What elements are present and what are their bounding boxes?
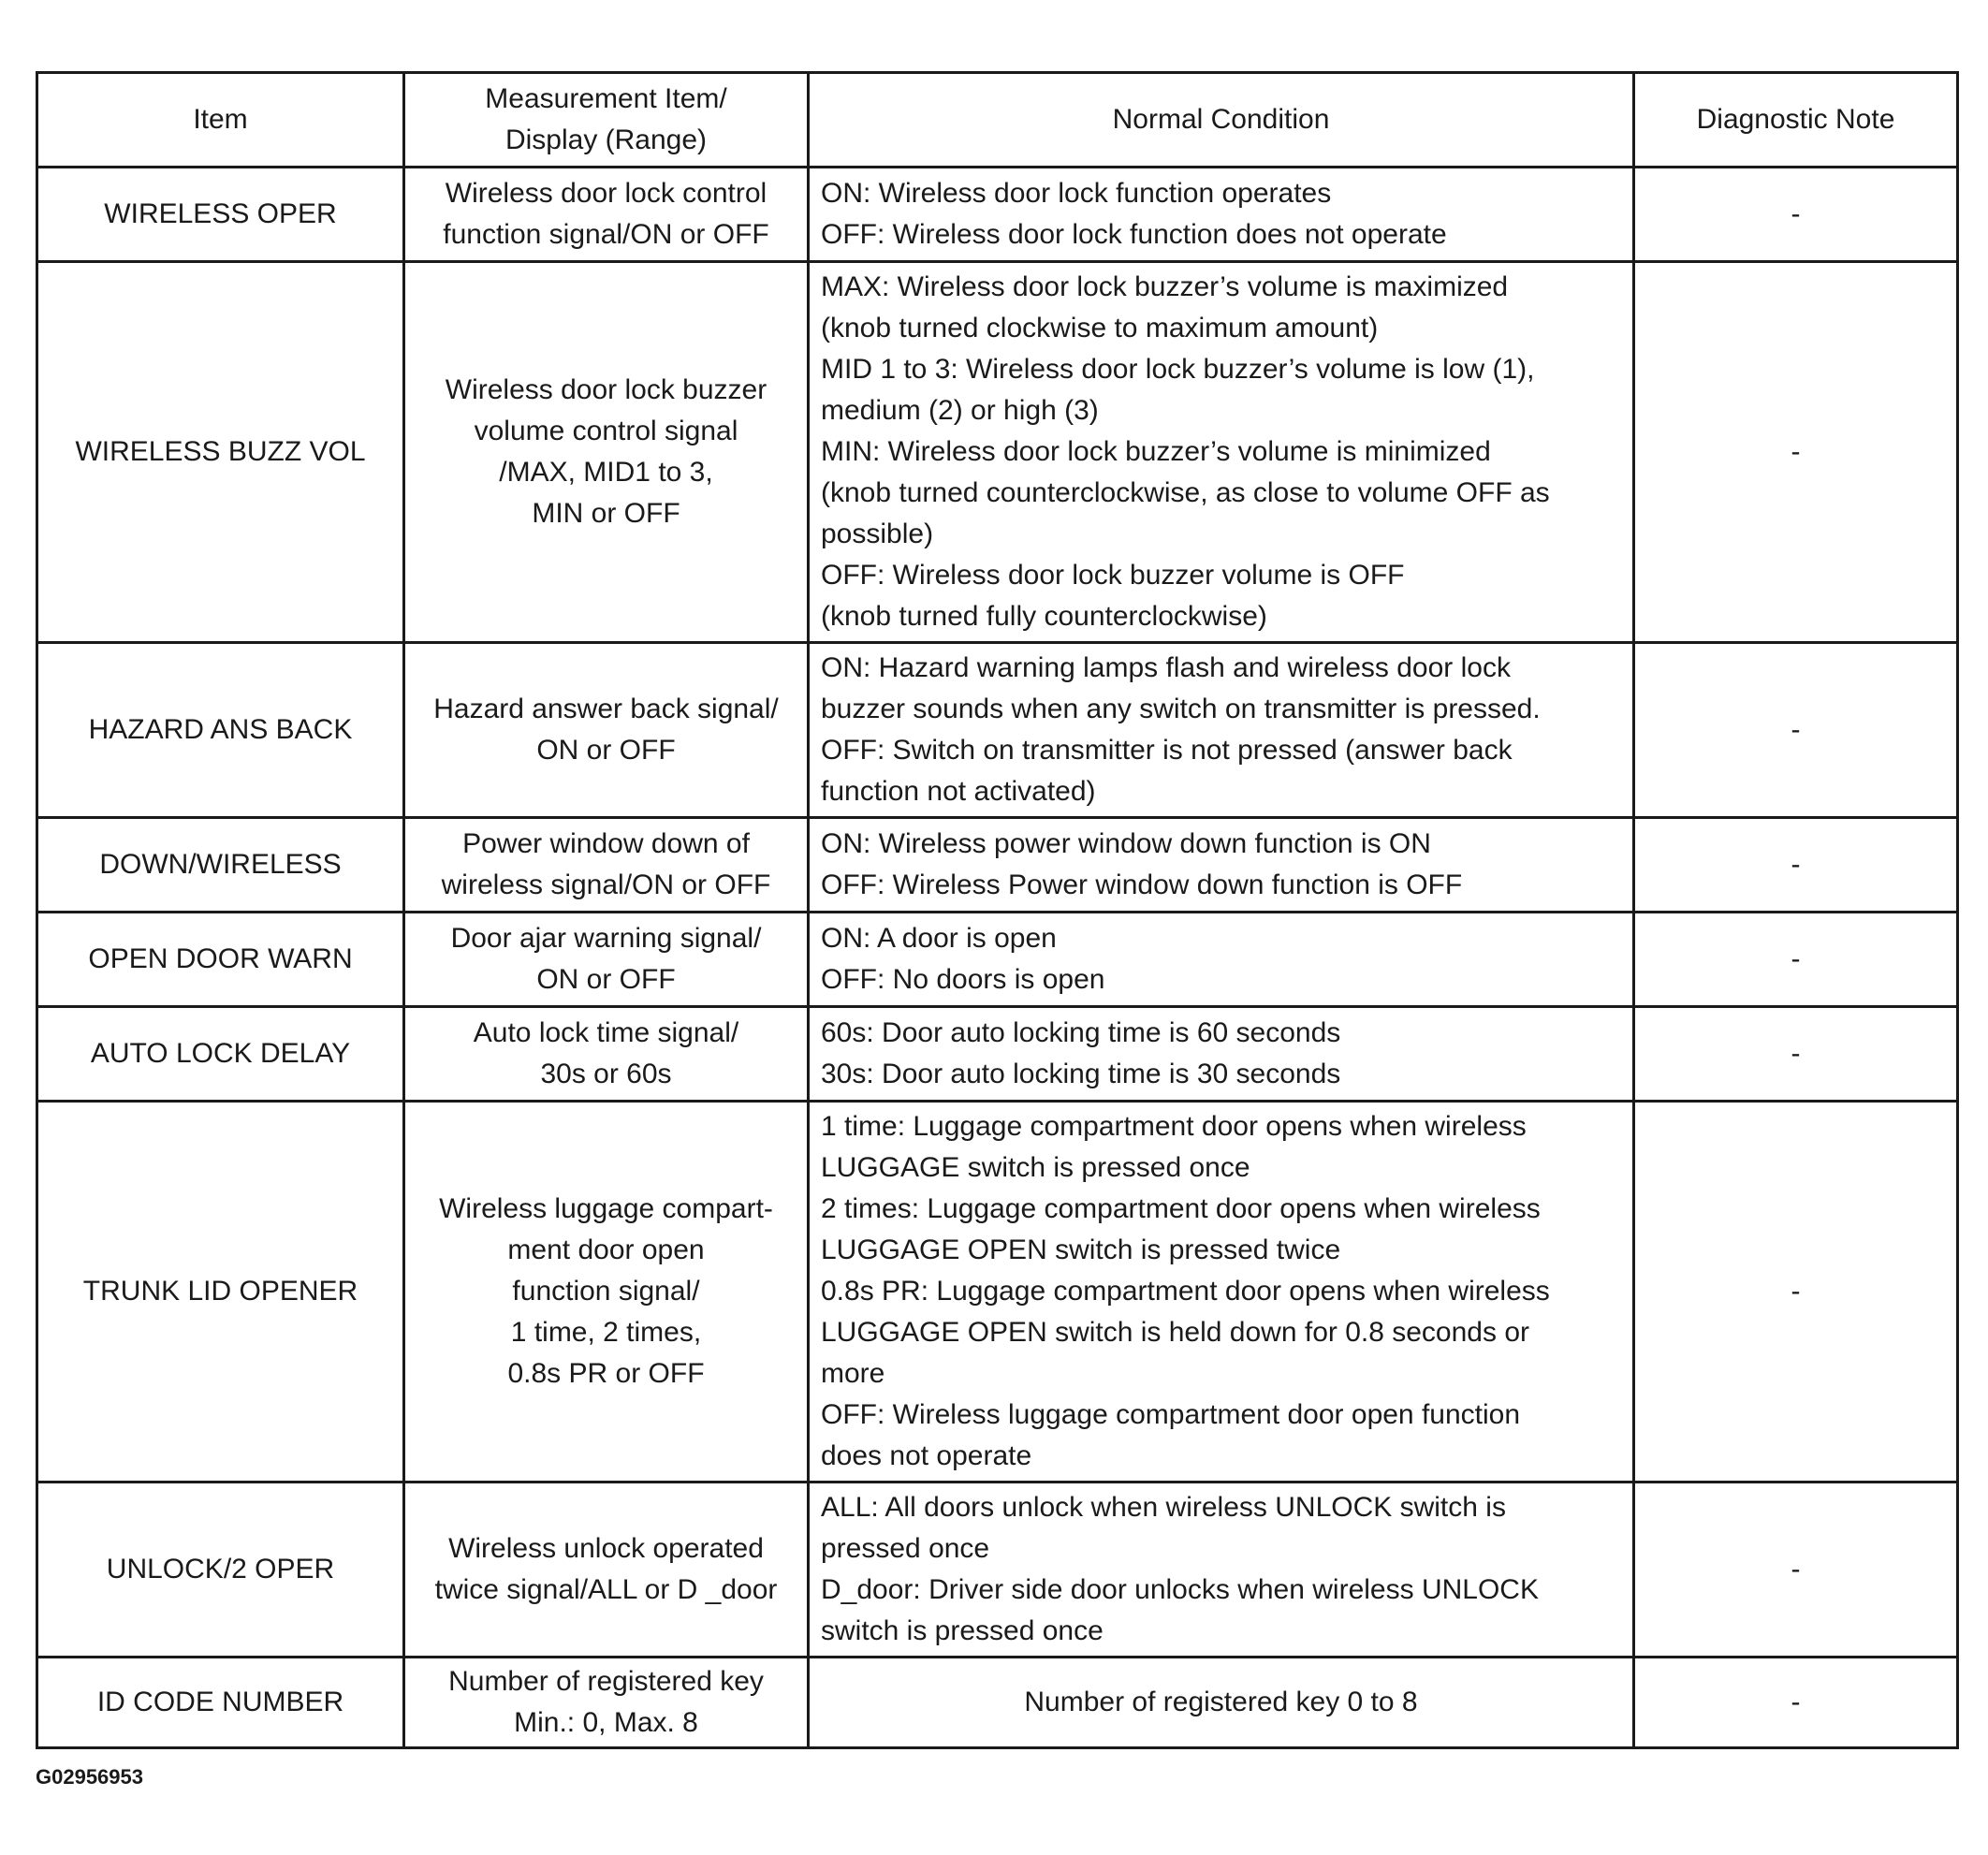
condition-line: OFF: Switch on transmitter is not pressed (answer back: [821, 735, 1513, 766]
measurement-line: wireless signal/ON or OFF: [441, 869, 771, 900]
condition-cell: [809, 818, 1634, 913]
item-cell: DOWN/WIRELESS: [37, 818, 404, 913]
header-diagnostic-note: Diagnostic Note: [1634, 73, 1958, 168]
condition-line: (knob turned fully counterclockwise): [821, 601, 1267, 632]
condition-line: MID 1 to 3: Wireless door lock buzzer’s volume is low (1),: [821, 354, 1535, 385]
condition-line: 1 time: Luggage compartment door opens when wireless: [821, 1111, 1527, 1142]
spec-sheet: [36, 71, 1956, 1749]
measurement-line: Hazard answer back signal/: [433, 694, 779, 724]
table-row: [37, 1007, 1958, 1102]
measurement-line: Door ajar warning signal/: [450, 923, 762, 954]
condition-cell: [809, 1007, 1634, 1102]
note-cell: -: [1634, 1658, 1958, 1748]
item-cell: OPEN DOOR WARN: [37, 913, 404, 1007]
measurement-cell: [404, 913, 809, 1007]
condition-line: ON: Wireless door lock function operates: [821, 178, 1332, 209]
condition-line: OFF: Wireless door lock function does not operate: [821, 219, 1447, 250]
condition-line: buzzer sounds when any switch on transmitter is pressed.: [821, 694, 1541, 724]
measurement-line: ON or OFF: [536, 735, 676, 766]
condition-line: (knob turned clockwise to maximum amount): [821, 313, 1379, 343]
note-cell: -: [1634, 168, 1958, 262]
measurement-cell: [404, 1007, 809, 1102]
condition-line: Number of registered key 0 to 8: [1024, 1687, 1418, 1717]
measurement-line: Wireless luggage compart-: [439, 1193, 773, 1224]
measurement-cell: [404, 262, 809, 643]
condition-line: D_door: Driver side door unlocks when wireless UNLOCK: [821, 1574, 1539, 1605]
measurement-line: Wireless door lock buzzer: [445, 374, 767, 405]
note-cell: -: [1634, 1483, 1958, 1658]
condition-cell: [809, 913, 1634, 1007]
measurement-line: 1 time, 2 times,: [510, 1317, 702, 1348]
measurement-cell: [404, 643, 809, 818]
header-item: Item: [37, 73, 404, 168]
condition-line: possible): [821, 519, 934, 549]
item-cell: TRUNK LID OPENER: [37, 1102, 404, 1483]
condition-cell: [809, 1658, 1634, 1748]
condition-line: MIN: Wireless door lock buzzer’s volume is minimized: [821, 436, 1491, 467]
item-cell: WIRELESS OPER: [37, 168, 404, 262]
measurement-line: Wireless door lock control: [445, 178, 767, 209]
condition-line: 0.8s PR: Luggage compartment door opens when wireless: [821, 1276, 1550, 1307]
figure-id: G02956953: [36, 1765, 143, 1789]
note-cell: -: [1634, 1102, 1958, 1483]
condition-line: switch is pressed once: [821, 1615, 1104, 1646]
measurement-line: MIN or OFF: [532, 498, 680, 529]
condition-line: ALL: All doors unlock when wireless UNLOCK switch is: [821, 1492, 1506, 1523]
measurement-cell: [404, 818, 809, 913]
condition-line: more: [821, 1358, 885, 1389]
condition-line: 30s: Door auto locking time is 30 seconds: [821, 1059, 1341, 1089]
condition-line: MAX: Wireless door lock buzzer’s volume is maximized: [821, 271, 1509, 302]
measurement-line: Power window down of: [462, 828, 750, 859]
note-cell: -: [1634, 818, 1958, 913]
measurement-line: Min.: 0, Max. 8: [514, 1707, 698, 1738]
data-monitor-table: [36, 71, 1959, 1749]
condition-line: ON: A door is open: [821, 923, 1057, 954]
measurement-line: ment door open: [507, 1234, 705, 1265]
condition-line: OFF: Wireless luggage compartment door open function: [821, 1399, 1521, 1430]
note-cell: -: [1634, 262, 1958, 643]
measurement-line: 0.8s PR or OFF: [507, 1358, 705, 1389]
condition-line: function not activated): [821, 776, 1096, 807]
item-cell: UNLOCK/2 OPER: [37, 1483, 404, 1658]
header-measurement: [404, 73, 809, 168]
table-row: [37, 643, 1958, 818]
measurement-line: Wireless unlock operated: [448, 1533, 764, 1564]
condition-line: LUGGAGE OPEN switch is pressed twice: [821, 1234, 1341, 1265]
item-cell: HAZARD ANS BACK: [37, 643, 404, 818]
condition-cell: [809, 262, 1634, 643]
table-row: [37, 168, 1958, 262]
condition-line: 60s: Door auto locking time is 60 seconds: [821, 1017, 1341, 1048]
table-row: [37, 1102, 1958, 1483]
condition-line: (knob turned counterclockwise, as close to volume OFF as: [821, 477, 1550, 508]
table-row: [37, 818, 1958, 913]
table-row: [37, 1483, 1958, 1658]
condition-line: 2 times: Luggage compartment door opens when wireless: [821, 1193, 1541, 1224]
measurement-cell: [404, 168, 809, 262]
item-cell: WIRELESS BUZZ VOL: [37, 262, 404, 643]
condition-cell: [809, 1102, 1634, 1483]
measurement-line: function signal/ON or OFF: [443, 219, 769, 250]
measurement-cell: [404, 1658, 809, 1748]
header-measurement-line: Measurement Item/: [485, 83, 727, 114]
header-row: [37, 73, 1958, 168]
condition-line: OFF: Wireless door lock buzzer volume is OFF: [821, 560, 1405, 591]
condition-line: ON: Wireless power window down function is ON: [821, 828, 1431, 859]
header-measurement-line: Display (Range): [504, 124, 708, 155]
table-row: [37, 262, 1958, 643]
condition-cell: [809, 1483, 1634, 1658]
condition-cell: [809, 643, 1634, 818]
measurement-line: volume control signal: [474, 416, 738, 446]
condition-line: OFF: No doors is open: [821, 964, 1105, 995]
header-normal-condition: Normal Condition: [809, 73, 1634, 168]
condition-line: OFF: Wireless Power window down function is OFF: [821, 869, 1463, 900]
note-cell: -: [1634, 1007, 1958, 1102]
measurement-line: ON or OFF: [536, 964, 676, 995]
measurement-cell: [404, 1483, 809, 1658]
measurement-line: twice signal/ALL or D _door: [434, 1574, 778, 1605]
measurement-line: Number of registered key: [448, 1666, 764, 1697]
condition-cell: [809, 168, 1634, 262]
condition-line: pressed once: [821, 1533, 990, 1564]
table-row: [37, 913, 1958, 1007]
measurement-line: /MAX, MID1 to 3,: [499, 457, 713, 488]
measurement-line: Auto lock time signal/: [473, 1017, 739, 1048]
condition-line: does not operate: [821, 1440, 1032, 1471]
item-cell: AUTO LOCK DELAY: [37, 1007, 404, 1102]
item-cell: ID CODE NUMBER: [37, 1658, 404, 1748]
measurement-line: 30s or 60s: [540, 1059, 672, 1089]
condition-line: LUGGAGE OPEN switch is held down for 0.8 seconds or: [821, 1317, 1529, 1348]
measurement-line: function signal/: [512, 1276, 700, 1307]
note-cell: -: [1634, 913, 1958, 1007]
measurement-cell: [404, 1102, 809, 1483]
condition-line: ON: Hazard warning lamps flash and wireless door lock: [821, 652, 1511, 683]
note-cell: -: [1634, 643, 1958, 818]
condition-line: medium (2) or high (3): [821, 395, 1099, 426]
table-row: [37, 1658, 1958, 1748]
condition-line: LUGGAGE switch is pressed once: [821, 1152, 1250, 1183]
